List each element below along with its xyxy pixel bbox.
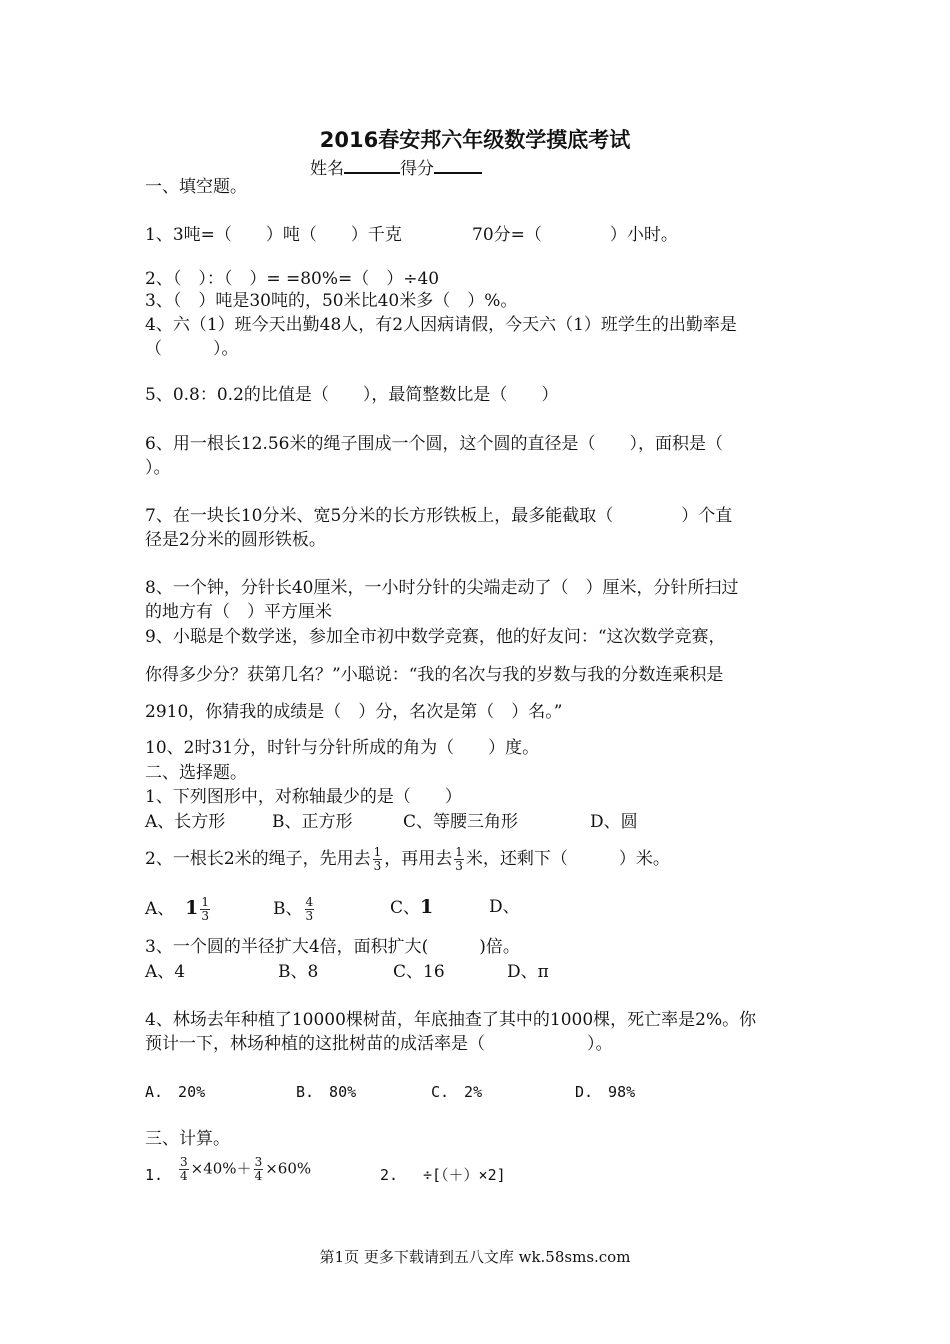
fill-q9b: 你得多少分？获第几名？”小聪说：“我的名次与我的岁数与我的分数连乘积是 — [145, 665, 724, 685]
fill-q4a: 4、六（1）班今天出勤48人，有2人因病请假，今天六（1）班学生的出勤率是 — [145, 315, 737, 335]
name-blank — [344, 158, 400, 174]
choice-q4-option-a: A. 20% — [145, 1083, 206, 1101]
calc-2-label: 2. — [380, 1166, 399, 1184]
fill-q9a: 9、小聪是个数学迷，参加全市初中数学竞赛，他的好友问：“这次数学竞赛， — [145, 627, 726, 647]
choice-q2-option-b: B、 $\frac{4}{3}$ — [273, 895, 314, 923]
choice-q1-option-c: C、等腰三角形 — [403, 812, 519, 832]
choice-q4-option-d: D. 98% — [575, 1083, 636, 1101]
fraction-three-quarters: $\frac{3}{4}$ — [254, 1155, 263, 1183]
fill-q7a: 7、在一块长10分米、宽5分米的长方形铁板上，最多能截取（ ）个直 — [145, 506, 733, 526]
score-label: 得分 — [400, 159, 434, 179]
choice-q4a: 4、林场去年种植了10000棵树苗，年底抽查了其中的1000棵，死亡率是2%。你 — [145, 1010, 757, 1030]
fill-q3: 3、（ ）吨是30吨的，50米比40米多（ ）%。 — [145, 291, 518, 311]
section-choice: 二、选择题。 — [145, 763, 247, 783]
choice-q3-option-d: D、π — [507, 962, 549, 982]
choice-q1-option-d: D、圆 — [590, 812, 638, 832]
fill-q9c: 2910，你猜我的成绩是（ ）分，名次是第（ ）名。” — [145, 702, 563, 722]
fill-q6b: ）。 — [145, 458, 171, 478]
section-calc: 三、计算。 — [145, 1129, 230, 1149]
choice-q2-option-a: A、 1 $\frac{1}{3}$ — [145, 895, 209, 923]
exam-title: 2016春安邦六年级数学摸底考试 — [319, 128, 631, 152]
choice-q4-option-c: C. 2% — [431, 1083, 483, 1101]
choice-q2-post: 米，还剩下（ ）米。 — [465, 849, 670, 869]
choice-q2-option-d: D、 — [489, 897, 520, 917]
fraction-one-third: $\frac{1}{3}$ — [373, 845, 382, 873]
score-blank — [434, 158, 482, 174]
fill-q1b: 70分=（ ）小时。 — [472, 225, 678, 245]
choice-q1-option-b: B、正方形 — [272, 812, 353, 832]
fraction-one-third: $\frac{1}{3}$ — [201, 895, 209, 923]
choice-q3-option-c: C、16 — [393, 962, 445, 982]
fraction-four-thirds: $\frac{4}{3}$ — [305, 895, 314, 923]
choice-q3-option-b: B、8 — [278, 962, 319, 982]
fill-q5: 5、0.8：0.2的比值是（ ），最简整数比是（ ） — [145, 385, 559, 405]
choice-q2-option-c: C、1 — [390, 896, 434, 918]
calc-1-label: 1. — [145, 1166, 164, 1184]
choice-q1-option-a: A、长方形 — [145, 812, 226, 832]
section-fill: 一、填空题。 — [145, 177, 247, 197]
name-score-line — [310, 154, 482, 179]
fill-q8a: 8、一个钟，分针长40厘米，一小时分针的尖端走动了（ ）厘米，分针所扫过 — [145, 578, 739, 598]
choice-q4b: 预计一下，林场种植的这批树苗的成活率是（ ）。 — [145, 1034, 613, 1054]
choice-q2-pre: 2、一根长2米的绳子，先用去 — [145, 849, 371, 869]
calc-2-expr: ÷[（＋）×2] — [423, 1166, 506, 1184]
name-label: 姓名 — [310, 159, 344, 179]
fraction-one-third: $\frac{1}{3}$ — [455, 845, 463, 873]
fill-q2: 2、（ ）：（ ）= =80%=（ ）÷40 — [145, 269, 440, 289]
fill-q8b: 的地方有（ ）平方厘米 — [145, 602, 332, 622]
fill-q4b: （ ）。 — [145, 339, 239, 359]
choice-q3-option-a: A、4 — [145, 962, 186, 982]
calc-1-expr: $\frac{3}{4}$ ×40%＋ $\frac{3}{4}$ ×60% — [180, 1155, 312, 1183]
page-footer: 第1页 更多下载请到五八文库 wk.58sms.com — [319, 1248, 631, 1266]
fill-q7b: 径是2分米的圆形铁板。 — [145, 530, 326, 550]
fill-q1a: 1、3吨=（ ）吨（ ）千克 — [145, 225, 402, 245]
fraction-three-quarters: $\frac{3}{4}$ — [180, 1155, 188, 1183]
choice-q2-mid: ，再用去 — [384, 849, 453, 869]
fill-q10: 10、2时31分，时针与分针所成的角为（ ）度。 — [145, 738, 540, 758]
fill-q6a: 6、用一根长12.56米的绳子围成一个圆，这个圆的直径是（ ），面积是（ — [145, 434, 723, 454]
choice-q3: 3、一个圆的半径扩大4倍，面积扩大( )倍。 — [145, 937, 520, 957]
calc-line — [145, 1155, 805, 1196]
choice-q4-option-b: B. 80% — [296, 1083, 357, 1101]
choice-q1: 1、下列图形中，对称轴最少的是（ ） — [145, 787, 462, 807]
choice-q2 — [145, 846, 670, 873]
